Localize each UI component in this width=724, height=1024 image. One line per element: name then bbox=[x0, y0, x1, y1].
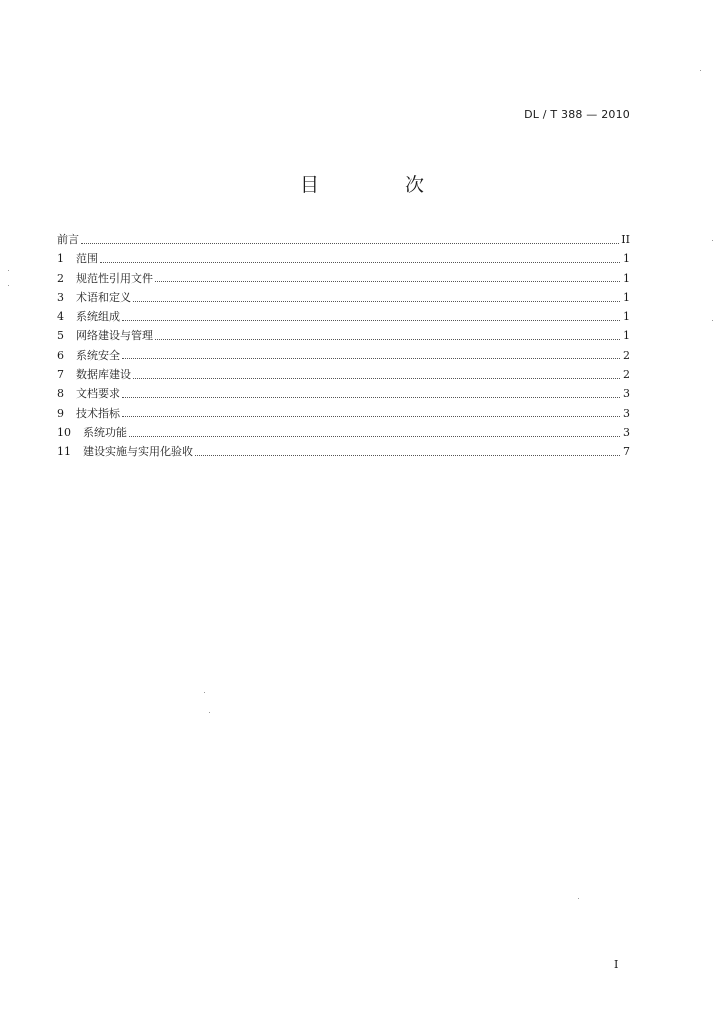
toc-entry-page: 1 bbox=[623, 252, 630, 266]
toc-entry[interactable] bbox=[57, 346, 630, 365]
toc-entry-page: 7 bbox=[623, 445, 630, 459]
scan-speck bbox=[8, 285, 9, 286]
toc-leader-dots bbox=[100, 261, 620, 263]
toc-entry-page: 1 bbox=[623, 290, 630, 304]
scan-speck bbox=[8, 270, 9, 271]
toc-entry-number: 2 bbox=[57, 271, 64, 285]
page-number: I bbox=[614, 958, 619, 971]
toc-leader-dots bbox=[195, 454, 620, 456]
toc-entry[interactable] bbox=[57, 288, 630, 307]
toc-entry-page: 1 bbox=[623, 329, 630, 343]
toc-entry-page: 3 bbox=[623, 387, 630, 401]
toc-leader-dots bbox=[122, 319, 620, 321]
toc-entry-label: 范围 bbox=[76, 252, 98, 266]
toc-entry-page: 2 bbox=[623, 368, 630, 382]
toc-entry-label: 技术指标 bbox=[76, 406, 120, 420]
scan-speck bbox=[209, 712, 210, 713]
toc-entry-number: 3 bbox=[57, 290, 64, 304]
toc-entry-label: 系统组成 bbox=[76, 310, 120, 324]
toc-entry-label: 文档要求 bbox=[76, 387, 120, 401]
toc-entry-page: 3 bbox=[623, 406, 630, 420]
toc-entry-label: 前言 bbox=[57, 233, 79, 246]
toc-entry-label: 规范性引用文件 bbox=[76, 271, 153, 285]
scan-speck bbox=[204, 692, 205, 693]
toc-entry[interactable] bbox=[57, 442, 630, 461]
scan-speck bbox=[712, 320, 713, 321]
toc-leader-dots bbox=[81, 242, 619, 244]
toc-entry-page: 3 bbox=[623, 425, 630, 439]
toc-leader-dots bbox=[133, 377, 620, 379]
toc-entry[interactable] bbox=[57, 404, 630, 423]
toc-entry-number: 10 bbox=[57, 425, 71, 439]
toc-entry-label: 网络建设与管理 bbox=[76, 329, 153, 343]
toc-leader-dots bbox=[133, 300, 620, 302]
scan-speck bbox=[578, 898, 579, 899]
toc-leader-dots bbox=[129, 435, 620, 437]
toc-entry[interactable] bbox=[57, 384, 630, 403]
toc-entry-number: 1 bbox=[57, 252, 64, 266]
toc-entry[interactable] bbox=[57, 230, 630, 249]
toc-entry[interactable] bbox=[57, 423, 630, 442]
toc-entry-number: 7 bbox=[57, 368, 64, 382]
toc-entry-number: 9 bbox=[57, 406, 64, 420]
toc-entry-label: 建设实施与实用化验收 bbox=[83, 445, 193, 459]
toc-leader-dots bbox=[122, 396, 620, 398]
standard-code: DL / T 388 — 2010 bbox=[524, 108, 630, 121]
toc-title: 目 次 bbox=[299, 174, 465, 196]
toc-entry-label: 术语和定义 bbox=[76, 290, 131, 304]
toc-entry-label: 数据库建设 bbox=[76, 368, 131, 382]
toc-entry-number: 6 bbox=[57, 348, 64, 362]
toc-entry[interactable] bbox=[57, 249, 630, 268]
toc-entry-label: 系统功能 bbox=[83, 425, 127, 439]
toc-leader-dots bbox=[155, 280, 620, 282]
toc-entry-number: 8 bbox=[57, 387, 64, 401]
toc-entry-number: 11 bbox=[57, 445, 71, 459]
toc-entry[interactable] bbox=[57, 326, 630, 345]
scan-speck bbox=[712, 240, 713, 241]
toc-entry[interactable] bbox=[57, 269, 630, 288]
toc-entry[interactable] bbox=[57, 365, 630, 384]
toc-entry-page: 2 bbox=[623, 348, 630, 362]
toc-entry[interactable] bbox=[57, 307, 630, 326]
toc-entry-label: 系统安全 bbox=[76, 348, 120, 362]
scan-speck bbox=[700, 70, 701, 71]
toc-entry-page: 1 bbox=[623, 310, 630, 324]
toc-list bbox=[57, 230, 630, 462]
toc-entry-page: 1 bbox=[623, 271, 630, 285]
toc-entry-page: II bbox=[621, 233, 630, 246]
toc-leader-dots bbox=[122, 415, 620, 417]
toc-entry-number: 4 bbox=[57, 310, 64, 324]
toc-entry-number: 5 bbox=[57, 329, 64, 343]
toc-leader-dots bbox=[122, 357, 620, 359]
toc-leader-dots bbox=[155, 338, 620, 340]
